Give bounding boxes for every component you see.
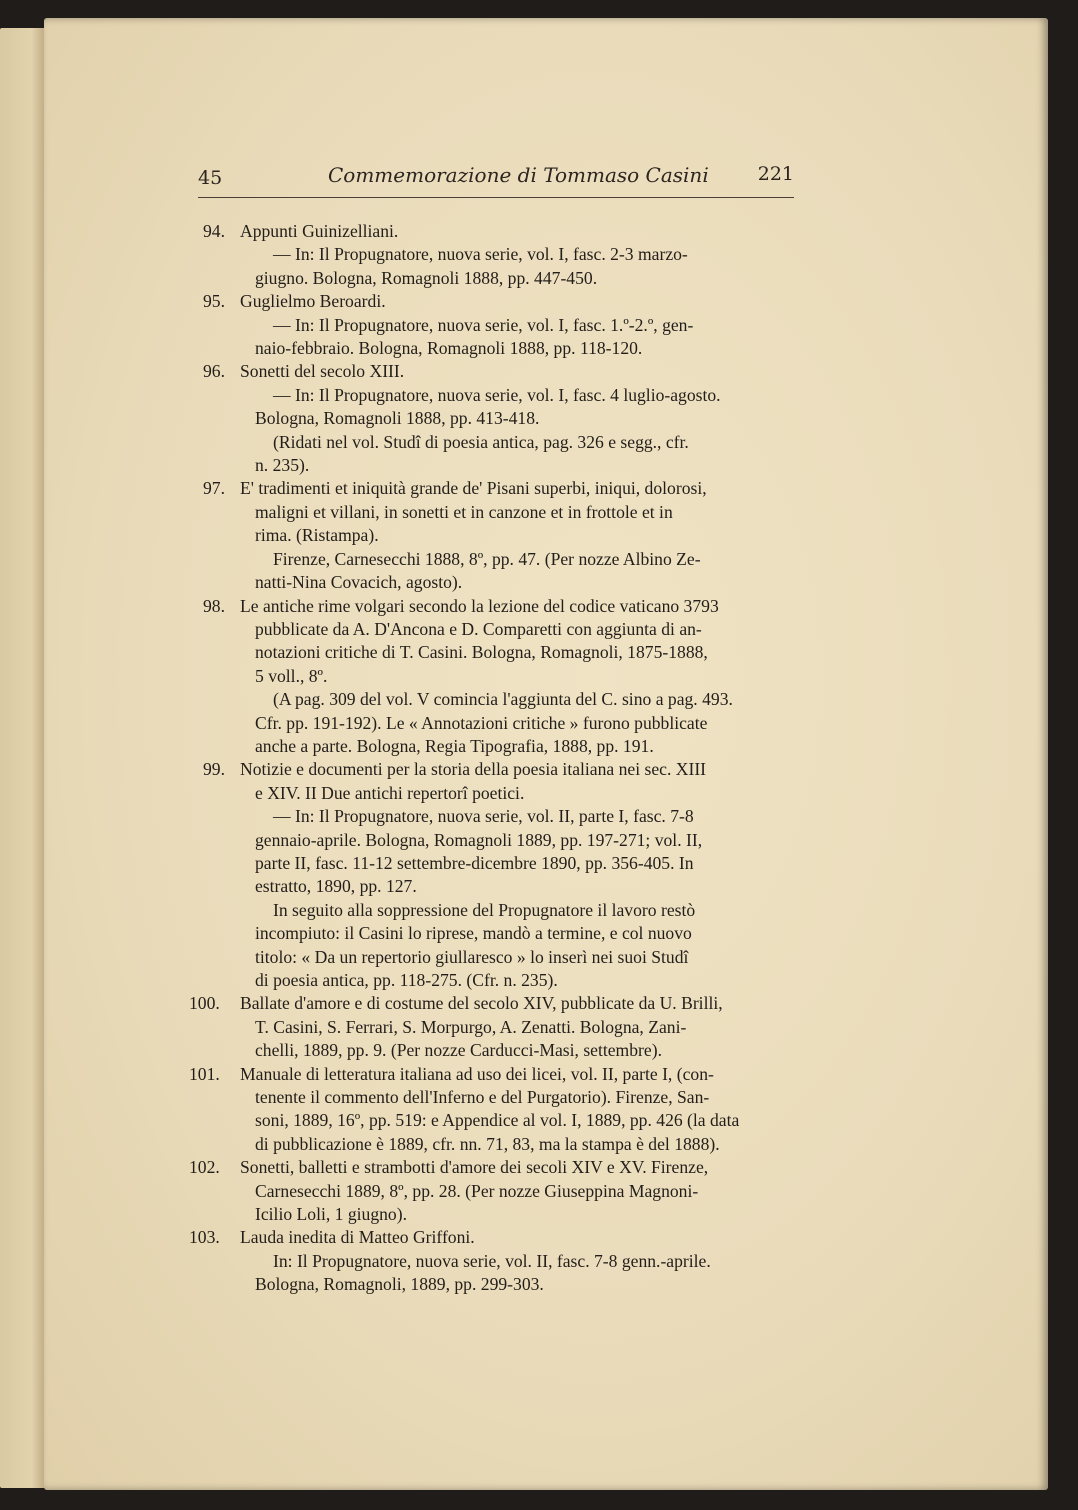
entry-text: e XIV. II Due antichi repertorî poetici. — [255, 782, 525, 803]
entry-number: 98. — [203, 595, 225, 616]
entry-text: incompiuto: il Casini lo riprese, mandò a termine, e col nuovo — [255, 923, 692, 944]
entry-line — [203, 548, 813, 571]
entry-text: — In: Il Propugnatore, nuova serie, vol. I, fasc. 1.º-2.º, gen- — [273, 314, 694, 335]
entry-line — [203, 922, 813, 945]
entry-text: — In: Il Propugnatore, nuova serie, vol. II, parte I, fasc. 7-8 — [273, 806, 694, 827]
entry-text: — In: Il Propugnatore, nuova serie, vol. I, fasc. 4 luglio-agosto. — [273, 384, 721, 405]
entry-line — [203, 1086, 813, 1109]
entry-line — [189, 1156, 813, 1179]
entry-text: pubblicate da A. D'Ancona e D. Comparetti con aggiunta di an- — [255, 618, 702, 639]
entry-text: anche a parte. Bologna, Regia Tipografia, 1888, pp. 191. — [255, 735, 654, 756]
entry-line — [203, 665, 813, 688]
entry-line — [203, 431, 813, 454]
bibliography-entry — [189, 1063, 813, 1157]
entry-text: Lauda inedita di Matteo Griffoni. — [240, 1227, 475, 1248]
entry-text: di poesia antica, pp. 118-275. (Cfr. n. 235). — [255, 970, 558, 990]
entry-line — [203, 1133, 813, 1156]
entry-line — [203, 1016, 813, 1039]
entry-text: soni, 1889, 16º, pp. 519: e Appendice al vol. I, 1889, pp. 426 (la data — [255, 1110, 740, 1131]
entry-line — [203, 805, 813, 828]
page-number: 221 — [757, 163, 794, 185]
entry-line — [203, 946, 813, 969]
entry-text: Sonetti, balletti e strambotti d'amore dei secoli XIV e XV. Firenze, — [240, 1157, 709, 1178]
entry-line — [203, 758, 813, 781]
entry-text: In seguito alla soppressione del Propugnatore il lavoro restò — [273, 899, 696, 920]
entry-text: n. 235). — [255, 455, 310, 476]
bibliography-entry — [203, 758, 813, 992]
entry-line — [203, 290, 813, 313]
entry-line — [203, 267, 813, 290]
entry-text: E' tradimenti et iniquità grande de' Pisani superbi, iniqui, dolorosi, — [240, 478, 707, 499]
entry-text: T. Casini, S. Ferrari, S. Morpurgo, A. Zenatti. Bologna, Zani- — [255, 1016, 687, 1037]
entry-line — [203, 1039, 813, 1062]
bibliography-entry — [203, 220, 813, 290]
entry-text: gennaio-aprile. Bologna, Romagnoli 1889, pp. 197-271; vol. II, — [255, 829, 703, 850]
header-rule — [198, 197, 794, 198]
entry-text: estratto, 1890, pp. 127. — [255, 876, 417, 897]
entry-line — [203, 243, 813, 266]
entry-text: Ballate d'amore e di costume del secolo XIV, pubblicate da U. Brilli, — [240, 993, 723, 1014]
entry-line — [203, 1180, 813, 1203]
entry-line — [203, 1250, 813, 1273]
entry-line — [203, 735, 813, 758]
bibliography-entry — [203, 477, 813, 594]
entry-number: 97. — [203, 478, 225, 499]
bibliography-entry — [189, 1156, 813, 1226]
entry-line — [189, 1226, 813, 1249]
entry-text: rima. (Ristampa). — [255, 525, 379, 546]
running-title: Commemorazione di Tommaso Casini — [328, 163, 709, 187]
entry-line — [203, 337, 813, 360]
entry-text: chelli, 1889, pp. 9. (Per nozze Carducci-Masi, settembre). — [255, 1040, 662, 1061]
entry-line — [203, 969, 813, 992]
running-header — [198, 163, 794, 191]
entry-line — [203, 407, 813, 430]
entry-line — [203, 618, 813, 641]
entry-text: Manuale di letteratura italiana ad uso dei licei, vol. II, parte I, (con- — [240, 1063, 714, 1084]
entry-line — [203, 1273, 813, 1296]
entry-line — [203, 314, 813, 337]
entry-line — [203, 501, 813, 524]
entry-text: Bologna, Romagnoli 1888, pp. 413-418. — [255, 408, 540, 429]
entry-line — [203, 384, 813, 407]
entry-line — [203, 220, 813, 243]
entry-text: notazioni critiche di T. Casini. Bologna, Romagnoli, 1875-1888, — [255, 642, 708, 663]
entry-line — [203, 688, 813, 711]
bibliography-entry — [203, 360, 813, 477]
entry-number: 101. — [189, 1063, 220, 1084]
entry-text: Appunti Guinizelliani. — [240, 221, 399, 241]
entry-text: Firenze, Carnesecchi 1888, 8º, pp. 47. (Per nozze Albino Ze- — [273, 548, 701, 569]
entry-text: Sonetti del secolo XIII. — [240, 361, 405, 382]
entry-line — [203, 899, 813, 922]
bibliography-entry — [203, 290, 813, 360]
entry-line — [203, 641, 813, 664]
entry-text: In: Il Propugnatore, nuova serie, vol. II, fasc. 7-8 genn.-aprile. — [273, 1250, 711, 1271]
entry-number: 94. — [203, 221, 225, 241]
entry-line — [203, 852, 813, 875]
entry-text: di pubblicazione è 1889, cfr. nn. 71, 83, ma la stampa è del 1888). — [255, 1133, 720, 1154]
entry-line — [203, 875, 813, 898]
entry-text: parte II, fasc. 11-12 settembre-dicembre 1890, pp. 356-405. In — [255, 852, 694, 873]
entry-line — [189, 1063, 813, 1086]
entry-text: Le antiche rime volgari secondo la lezione del codice vaticano 3793 — [240, 595, 719, 616]
entry-line — [203, 595, 813, 618]
entry-number: 95. — [203, 291, 225, 312]
entry-line — [203, 782, 813, 805]
entry-text: Carnesecchi 1889, 8º, pp. 28. (Per nozze Giuseppina Magnoni- — [255, 1180, 699, 1201]
entry-text: Bologna, Romagnoli, 1889, pp. 299-303. — [255, 1274, 544, 1295]
entry-number: 99. — [203, 759, 225, 780]
entry-text: Cfr. pp. 191-192). Le « Annotazioni critiche » furono pubblicate — [255, 712, 708, 733]
entry-line — [203, 454, 813, 477]
entry-text: maligni et villani, in sonetti et in canzone et in frottole et in — [255, 501, 673, 522]
entry-text: naio-febbraio. Bologna, Romagnoli 1888, pp. 118-120. — [255, 338, 643, 359]
bibliography-entry — [189, 1226, 813, 1296]
entry-number: 96. — [203, 361, 225, 382]
entry-line — [203, 1109, 813, 1132]
bibliography-list — [189, 220, 813, 1297]
entry-line — [203, 1203, 813, 1226]
section-number: 45 — [198, 167, 223, 189]
entry-line — [203, 712, 813, 735]
bibliography-entry — [189, 992, 813, 1062]
entry-text: 5 voll., 8º. — [255, 665, 328, 686]
entry-line — [203, 829, 813, 852]
entry-text: (Ridati nel vol. Studî di poesia antica, pag. 326 e segg., cfr. — [273, 431, 689, 452]
entry-text: tenente il commento dell'Inferno e del Purgatorio). Firenze, San- — [255, 1087, 710, 1108]
bibliography-entry — [203, 595, 813, 759]
entry-line — [203, 571, 813, 594]
entry-text: natti-Nina Covacich, agosto). — [255, 572, 463, 593]
entry-line — [203, 477, 813, 500]
entry-text: titolo: « Da un repertorio giullaresco » lo inserì nei suoi Studî — [255, 946, 689, 967]
entry-text: Guglielmo Beroardi. — [240, 291, 386, 312]
entry-text: Notizie e documenti per la storia della poesia italiana nei sec. XIII — [240, 759, 707, 780]
entry-number: 103. — [189, 1227, 220, 1248]
entry-text: Icilio Loli, 1 giugno). — [255, 1204, 407, 1225]
entry-line — [203, 360, 813, 383]
entry-number: 102. — [189, 1157, 220, 1178]
entry-text: (A pag. 309 del vol. V comincia l'aggiunta del C. sino a pag. 493. — [273, 689, 733, 710]
entry-text: giugno. Bologna, Romagnoli 1888, pp. 447-450. — [255, 267, 598, 288]
entry-text: — In: Il Propugnatore, nuova serie, vol. I, fasc. 2-3 marzo- — [273, 244, 688, 265]
entry-line — [189, 992, 813, 1015]
entry-line — [203, 524, 813, 547]
entry-number: 100. — [189, 993, 220, 1014]
